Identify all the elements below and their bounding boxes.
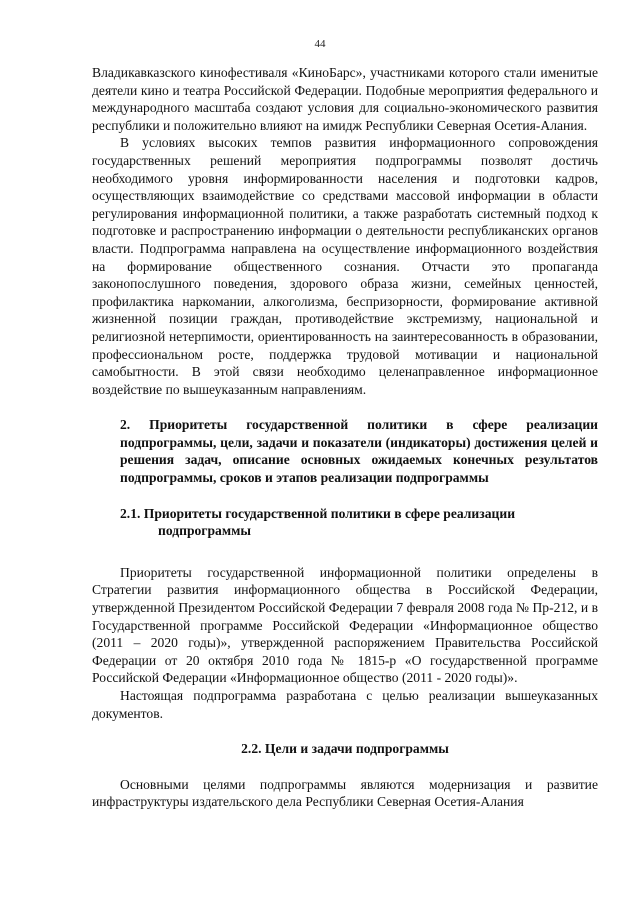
paragraph-purpose: Настоящая подпрограмма разработана с целью реализации вышеуказанных документов. xyxy=(92,688,598,721)
section-2-1-heading xyxy=(92,505,598,540)
paragraph-kinobars: Владикавказского кинофестиваля «КиноБарс», участниками которого стали именитые деятели кино и театра Российской Федерации. Подобные мероприятия федерального и международного масштаба создают условия для социально-экономического развития республики и положительно влияют на имидж Республики Северная Осетия-Алания. xyxy=(92,65,598,133)
section-2-1-title-line2: подпрограммы xyxy=(158,523,251,539)
section-2-1-title-line1: Приоритеты государственной политики в сфере реализации xyxy=(143,505,516,521)
paragraph-goals: Основными целями подпрограммы являются модернизация и развитие инфраструктуры издательского дела Республики Северная Осетия-Алания xyxy=(92,776,598,810)
paragraph-info-support: В условиях высоких темпов развития информационного сопровождения государственных решений мероприятия подпрограммы позволят достичь необходимого уровня информированности населения и подготовки кадров, осуществляющих взаимодействие со средствами массовой информации в области регулирования информационной политики, а также разработать системный подход к подготовке и распространению информации о деятельности республиканских органов власти. Подпрограмма направлена на осуществление информационного воздействия на формирование общественного сознания. Отчасти это пропаганда законопослушного поведения, здорового образа жизни, семейных ценностей, профилактика наркомании, алкоголизма, беспризорности, формирование активной жизненной позиции граждан, противодействие экстремизму, национальной и религиозной нетерпимости, ориентированность на заинтересованность в образовании, профессиональном росте, поддержка трудовой мотивации и национальной самобытности. В этой связи необходимо целенаправленное информационное воздействие по вышеуказанным направлениям. xyxy=(92,135,598,397)
section-2-1-number: 2.1. xyxy=(120,505,141,521)
page-number: 44 xyxy=(314,38,326,50)
section-2-2-heading: 2.2. Цели и задачи подпрограммы xyxy=(241,741,449,757)
page-content xyxy=(92,64,598,811)
section-2-heading: 2. Приоритеты государственной политики в сфере реализации подпрограммы, цели, задачи и показатели (индикаторы) достижения целей и решения задач, описание основных ожидаемых конечных результатов подпрограммы, сроков и этапов реализации подпрограммы xyxy=(120,417,598,486)
paragraph-priorities: Приоритеты государственной информационной политики определены в Стратегии развития информационного общества в Российской Федерации, утвержденной Президентом Российской Федерации 7 февраля 2008 года № Пр-212, и в Государственной программе Российской Федерации «Информационное общество (2011 – 2020 годы)», утвержденной распоряжением Правительства Российской Федерации от 20 октября 2010 года № 1815-р «О государственной программе Российской Федерации «Информационное общество (2011 - 2020 годы)». xyxy=(92,564,598,686)
